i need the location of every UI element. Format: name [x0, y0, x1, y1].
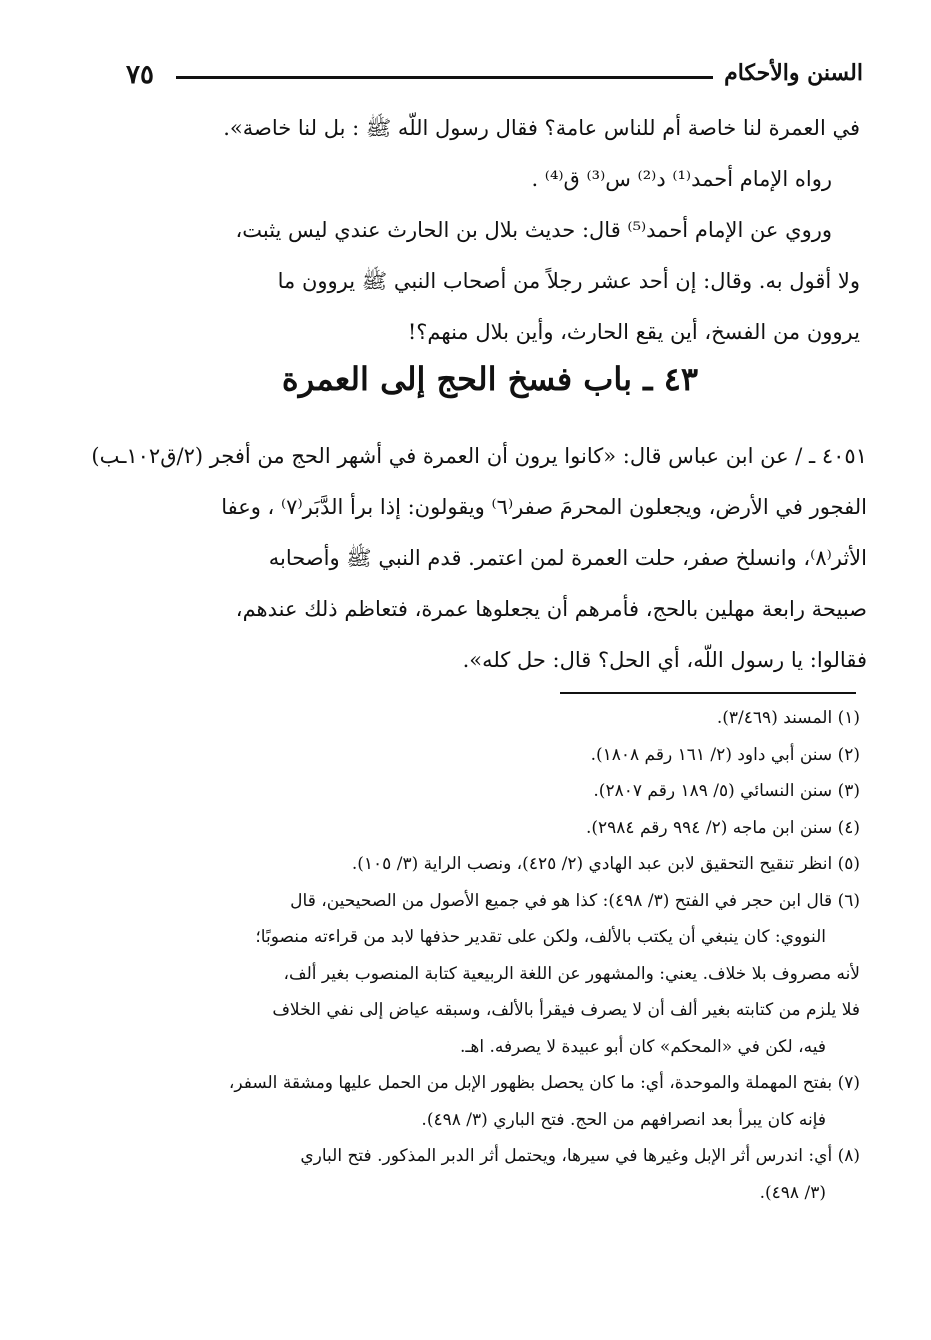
footnote-7: (٧) بفتح المهملة والموحدة، أي: ما كان يحصل بظهور الإبل من الحمل عليها ومشقة السفر، — [228, 1073, 860, 1093]
footnote-2: (٢) سنن أبي داود (٢/ ١٦١ رقم ١٨٠٨). — [590, 744, 860, 765]
footnote-6-cont: فيه، لكن في «المحكم» كان أبو عبيدة لا يصرفه. اهـ. — [460, 1036, 826, 1057]
chapter-heading: ٤٣ ـ باب فسخ الحج إلى العمرة — [281, 360, 699, 398]
footnote-6-cont: فلا يلزم من كتابته بغير ألف أن لا يصرف فيقرأ بالألف، وسبقه عياض إلى نفي الخلاف — [272, 1000, 860, 1020]
intro-line: وروي عن الإمام أحمد⁽⁵⁾ قال: حديث بلال بن الحارث عندي ليس يثبت، — [235, 218, 832, 242]
intro-line: ولا أقول به. وقال: إن أحد عشر رجلاً من أصحاب النبي ﷺ يروون ما — [277, 269, 860, 293]
footnote-6-cont: لأنه مصروف بلا خلاف. يعني: والمشهور عن اللغة الربيعية كتابة المنصوب بغير ألف، — [283, 963, 860, 984]
hadith-paragraph — [91, 431, 867, 686]
running-title: السنن والأحكام — [724, 60, 863, 86]
footnote-8-cont: (٣/ ٤٩٨). — [759, 1182, 826, 1203]
hadith-line: فقالوا: يا رسول اللّه، أي الحل؟ قال: حل كله». — [462, 648, 867, 672]
footnote-3: (٣) سنن النسائي (٥/ ١٨٩ رقم ٢٨٠٧). — [593, 781, 860, 801]
intro-line: في العمرة لنا خاصة أم للناس عامة؟ فقال رسول اللّه ﷺ : بل لنا خاصة». — [223, 116, 860, 140]
footnote-7-cont: فإنه كان يبرأ بعد انصرافهم من الحج. فتح الباري (٣/ ٤٩٨). — [421, 1109, 826, 1130]
footnote-separator — [560, 692, 856, 694]
footnotes — [120, 700, 860, 1211]
footnote-6: (٦) قال ابن حجر في الفتح (٣/ ٤٩٨): كذا هو في جميع الأصول من الصحيحين، قال — [290, 890, 860, 911]
hadith-line: صبيحة رابعة مهلين بالحج، فأمرهم أن يجعلوها عمرة، فتعاظم ذلك عندهم، — [235, 597, 867, 621]
footnote-5: (٥) انظر تنقيح التحقيق لابن عبد الهادي (٢/ ٤٢٥)، ونصب الراية (٣/ ١٠٥). — [351, 854, 860, 874]
footnote-6-cont: النووي: كان ينبغي أن يكتب بالألف، ولكن على تقدير حذفها لابد من قراءته منصوبًا؛ — [255, 927, 826, 947]
page-header — [118, 58, 863, 94]
page-number: ٧٥ — [126, 60, 154, 90]
footnote-1: (١) المسند (٣/٤٦٩). — [716, 708, 860, 728]
hadith-line: الفجور في الأرض، ويجعلون المحرمَ صفر⁽٦⁾ ويقولون: إذا برأ الدَّبَر⁽٧⁾ ، وعفا — [221, 495, 867, 519]
intro-line: رواه الإمام أحمد⁽¹⁾ د⁽²⁾ س⁽³⁾ ق⁽⁴⁾ . — [531, 167, 832, 191]
intro-line: يروون من الفسخ، أين يقع الحارث، وأين بلال منهم؟! — [407, 320, 860, 344]
hadith-line: ٤٠٥١ ـ / عن ابن عباس قال: «كانوا يرون أن العمرة في أشهر الحج من أفجر (٢/ق١٠٢ـب) — [91, 444, 867, 468]
hadith-line: الأثر⁽٨⁾، وانسلخ صفر، حلت العمرة لمن اعتمر. قدم النبي ﷺ وأصحابه — [268, 546, 867, 570]
footnote-8: (٨) أي: اندرس أثر الإبل وغيرها في سيرها، ويحتمل أثر الدبر المذكور. فتح الباري — [300, 1146, 860, 1166]
footnote-4: (٤) سنن ابن ماجه (٢/ ٩٩٤ رقم ٢٩٨٤). — [585, 817, 860, 838]
intro-paragraph — [120, 103, 860, 358]
header-rule — [176, 76, 713, 79]
